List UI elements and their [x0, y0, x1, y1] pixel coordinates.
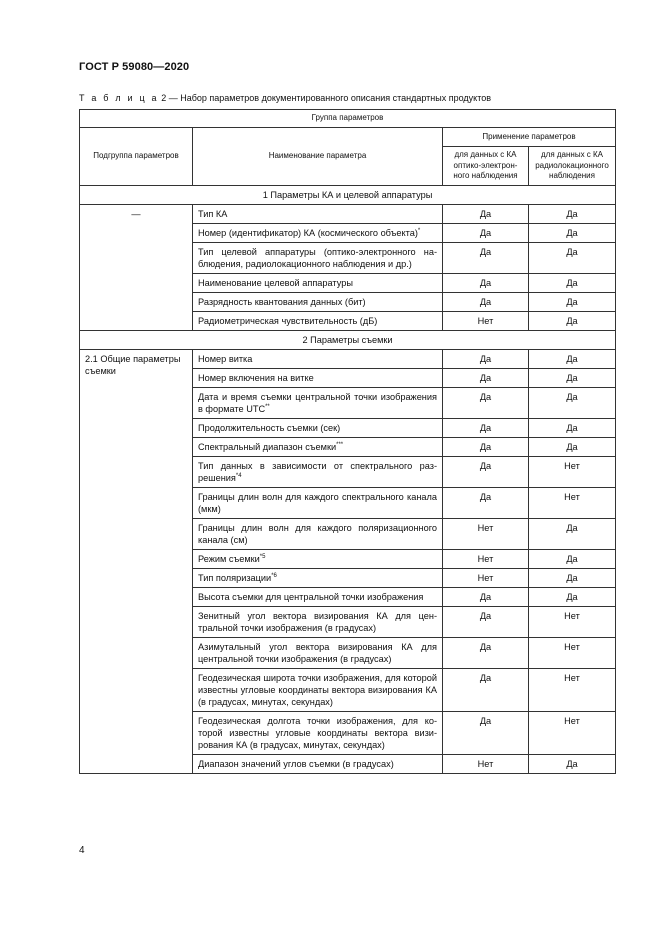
parameter-name-cell	[193, 242, 443, 273]
group-header: Группа параметров	[80, 110, 616, 128]
table-row	[80, 349, 616, 368]
section-row	[80, 185, 616, 204]
parameter-name: Спектральный диапазон съемки	[198, 441, 337, 452]
parameter-name: Границы длин волн для каждого спектрального канала (мкм)	[198, 491, 437, 514]
radar-value: Нет	[529, 456, 616, 487]
optical-value: Нет	[443, 549, 529, 568]
application-header: Применение параметров	[443, 128, 616, 147]
parameter-name-cell	[193, 292, 443, 311]
parameter-name: Диапазон значений углов съемки (в градусах)	[198, 758, 394, 769]
parameter-name-cell	[193, 204, 443, 223]
radar-value: Да	[529, 368, 616, 387]
parameter-name-cell	[193, 549, 443, 568]
footnote-mark: ***	[336, 441, 344, 448]
optical-value: Нет	[443, 754, 529, 773]
subgroup-header: Подгруппа параметров	[80, 128, 193, 186]
parameter-name: Режим съемки	[198, 553, 260, 564]
parameter-name: Радиометрическая чувствительность (дБ)	[198, 315, 378, 326]
parameter-name-cell	[193, 568, 443, 587]
parameter-name: Продолжительность съемки (сек)	[198, 422, 341, 433]
parameter-name: Границы длин волн для каждого поляризационного канала (см)	[198, 522, 437, 545]
parameter-name: Азимутальный угол вектора визирования КА для центральной точки изображения (в градусах)	[198, 641, 437, 664]
section-row	[80, 330, 616, 349]
table-caption-prefix: Т а б л и ц а	[79, 93, 159, 103]
optical-value: Да	[443, 637, 529, 668]
parameter-name-cell	[193, 368, 443, 387]
parameter-name: Номер витка	[198, 353, 253, 364]
parameter-name-cell	[193, 273, 443, 292]
parameter-name-cell	[193, 223, 443, 242]
parameter-name-cell	[193, 437, 443, 456]
radar-value: Нет	[529, 637, 616, 668]
parameter-name-cell	[193, 518, 443, 549]
parameter-name: Зенитный угол вектора визирования КА для центральной точки изображения (в градусах)	[198, 610, 437, 633]
radar-value: Да	[529, 418, 616, 437]
parameter-name: Тип КА	[198, 208, 228, 219]
radar-value: Да	[529, 349, 616, 368]
optical-value: Да	[443, 273, 529, 292]
parameter-name-header: Наименование параметра	[193, 128, 443, 186]
radar-value: Да	[529, 223, 616, 242]
document-header: ГОСТ Р 59080—2020	[79, 61, 190, 73]
radar-value: Нет	[529, 606, 616, 637]
radar-value: Нет	[529, 711, 616, 754]
parameter-name-cell	[193, 349, 443, 368]
radar-value: Да	[529, 311, 616, 330]
parameter-name: Разрядность квантования данных (бит)	[198, 296, 366, 307]
parameter-name-cell	[193, 606, 443, 637]
optical-value: Да	[443, 368, 529, 387]
parameters-table	[79, 109, 616, 774]
section-title: 2 Параметры съемки	[80, 330, 616, 349]
parameter-name: Дата и время съемки центральной точки изображения в формате UTC	[198, 391, 437, 414]
table-caption	[79, 93, 491, 103]
parameter-name: Номер (идентификатор) КА (космического объекта)	[198, 227, 418, 238]
parameter-name: Номер включения на витке	[198, 372, 314, 383]
optical-value: Да	[443, 204, 529, 223]
page-number: 4	[79, 845, 85, 856]
parameter-name-cell	[193, 311, 443, 330]
parameter-name-cell	[193, 668, 443, 711]
optical-value: Нет	[443, 568, 529, 587]
parameter-name-cell	[193, 418, 443, 437]
parameter-name-cell	[193, 637, 443, 668]
optical-column-header: для данных с КА оптико-электронного наблюдения	[443, 147, 529, 186]
parameter-name-cell	[193, 487, 443, 518]
optical-value: Да	[443, 456, 529, 487]
subgroup-cell: —	[80, 204, 193, 330]
parameter-name: Геодезическая широта точки изображения, для которой известны угловые координаты вектора визирования КА (в градусах, минутах, секундах)	[198, 672, 437, 707]
optical-value: Да	[443, 418, 529, 437]
parameter-name: Наименование целевой аппаратуры	[198, 277, 353, 288]
footnote-mark: *6	[271, 572, 277, 579]
radar-column-header: для данных с КА радиолокационного наблюдения	[529, 147, 616, 186]
table-row	[80, 204, 616, 223]
radar-value: Да	[529, 568, 616, 587]
optical-value: Да	[443, 587, 529, 606]
parameter-name-cell	[193, 711, 443, 754]
radar-value: Да	[529, 754, 616, 773]
optical-value: Да	[443, 242, 529, 273]
radar-value: Да	[529, 204, 616, 223]
parameter-name: Тип данных в зависимости от спектрального разрешения	[198, 460, 437, 483]
table-body	[80, 185, 616, 773]
radar-value: Да	[529, 549, 616, 568]
optical-value: Да	[443, 668, 529, 711]
optical-value: Да	[443, 387, 529, 418]
footnote-mark: *4	[235, 472, 242, 479]
radar-value: Да	[529, 273, 616, 292]
radar-value: Нет	[529, 487, 616, 518]
radar-value: Да	[529, 587, 616, 606]
parameter-name: Высота съемки для центральной точки изображения	[198, 591, 424, 602]
parameter-name: Геодезическая долгота точки изображения, для которой известны угловые координаты вектора визирования КА (в градусах, минутах, секундах)	[198, 715, 437, 750]
parameter-name: Тип целевой аппаратуры (оптико-электронного наблюдения, радиолокационного наблюдения и др.)	[198, 246, 437, 269]
radar-value: Да	[529, 387, 616, 418]
footnote-mark: **	[265, 403, 270, 410]
radar-value: Нет	[529, 668, 616, 711]
optical-value: Да	[443, 606, 529, 637]
optical-value: Да	[443, 487, 529, 518]
radar-value: Да	[529, 242, 616, 273]
parameter-name-cell	[193, 587, 443, 606]
subgroup-cell: 2.1 Общие параметры съемки	[80, 349, 193, 773]
footnote-mark: *5	[259, 553, 266, 560]
optical-value: Нет	[443, 518, 529, 549]
parameter-name-cell	[193, 754, 443, 773]
section-title: 1 Параметры КА и целевой аппаратуры	[80, 185, 616, 204]
radar-value: Да	[529, 437, 616, 456]
parameter-name: Тип поляризации	[198, 572, 272, 583]
radar-value: Да	[529, 518, 616, 549]
optical-value: Да	[443, 292, 529, 311]
optical-value: Да	[443, 711, 529, 754]
optical-value: Да	[443, 223, 529, 242]
parameter-name-cell	[193, 456, 443, 487]
table-caption-title: 2 — Набор параметров документированного описания стандартных продуктов	[158, 93, 492, 103]
footnote-mark: *	[417, 227, 421, 234]
optical-value: Да	[443, 349, 529, 368]
optical-value: Нет	[443, 311, 529, 330]
optical-value: Да	[443, 437, 529, 456]
radar-value: Да	[529, 292, 616, 311]
parameter-name-cell	[193, 387, 443, 418]
